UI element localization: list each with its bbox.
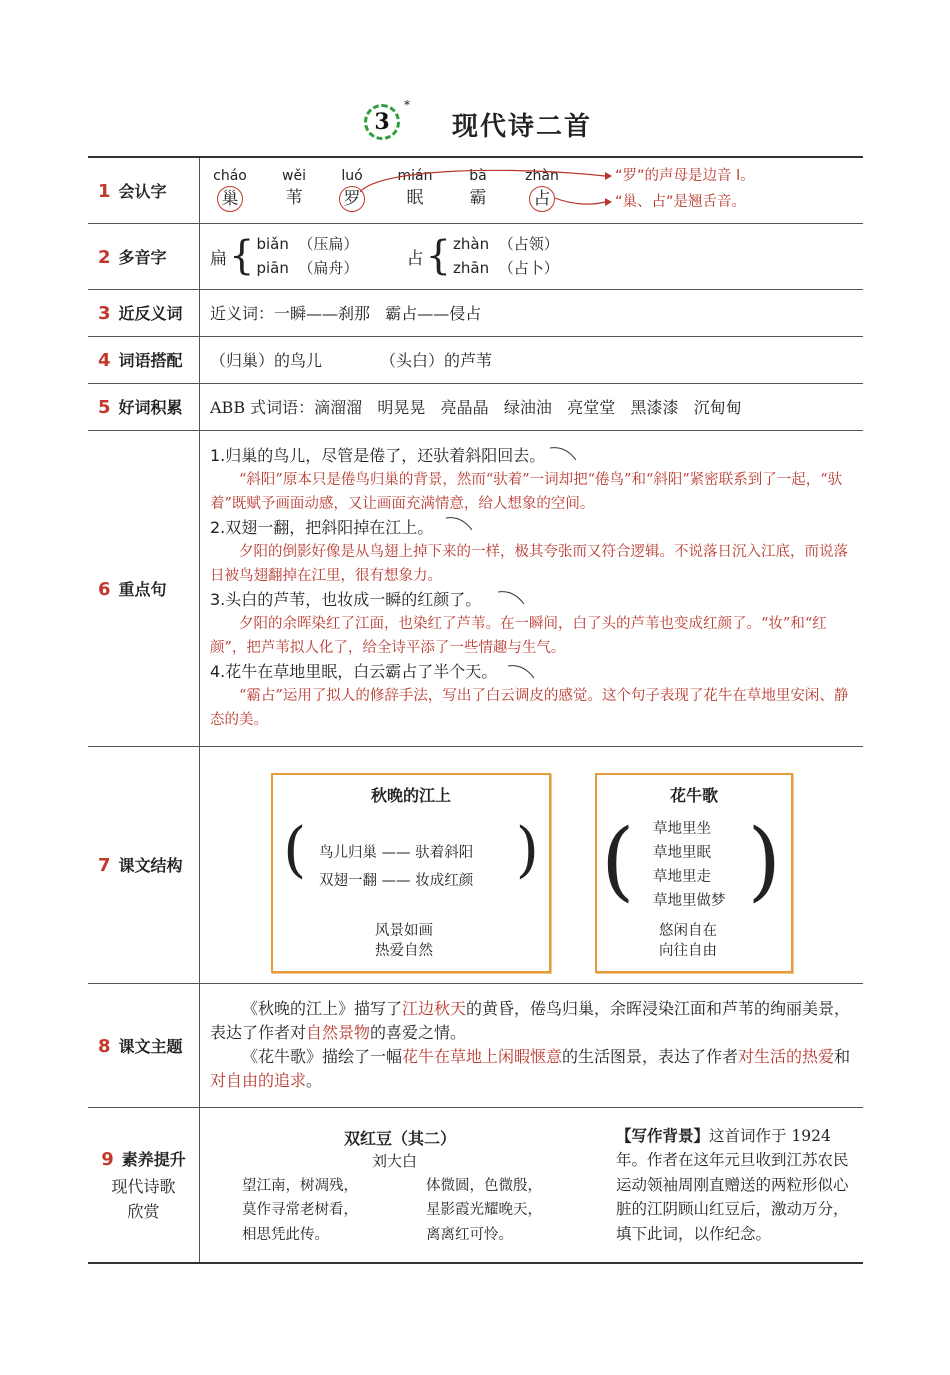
- note-luo: “罗”的声母是边音 l。: [615, 168, 755, 185]
- poem-right-lines: 体微圆，色微殷， 星影霞光耀晚天， 离离红可怜。: [426, 1177, 542, 1243]
- collocation-item: （归巢）的鸟儿: [210, 351, 323, 370]
- synonyms-text: 近义词：一瞬——刹那 霸占——侵占: [200, 289, 864, 336]
- row-polyphones: 2 多音字 扁 { biǎn （压扁） piān （扁舟） 占 { zhàn （占领） zhān （占卜）: [88, 223, 863, 289]
- key-sentence: 2.双翅一翻，把斜阳掉在江上。 夕阳的倒影好像是从鸟翅上掉下来的一样，极其夸张而又符合逻辑。不说落日沉入江底，而说落日被鸟翅翻掉在江里，很有想象力。: [210, 518, 848, 584]
- char-item: wěi 苇: [282, 168, 306, 209]
- key-sentence: 4.花牛在草地里眠，白云霸占了半个天。 “霸占”运用了拟人的修辞手法，写出了白云调皮的感觉。这个句子表现了花牛在草地里安闲、静态的美。: [210, 662, 849, 728]
- structure-box-left: 秋晚的江上 ( ) 鸟儿归巢 —— 驮着斜阳 双翅一翻 —— 妆成红颜 风景如画 热爱自然: [271, 773, 551, 973]
- annotation-arrows: [210, 158, 873, 222]
- row-structure: 7 课文结构 秋晚的江上 ( ) 鸟儿归巢 —— 驮着斜阳 双翅一翻 —— 妆成红颜 风景如画 热爱自然 花牛歌 ( ) 草地里坐 草地里眠 草地里走 草地里做梦 悠闲自在 向往自由: [88, 746, 863, 983]
- row-good-words: 5 好词积累 ABB 式词语：滴溜溜 明晃晃 亮晶晶 绿油油 亮堂堂 黑漆漆 沉甸甸: [88, 383, 863, 430]
- key-sentence: 1.归巢的鸟儿，尽管是倦了，还驮着斜阳回去。 “斜阳”原本只是倦鸟归巢的背景，然而“驮着”一词却把“倦鸟”和“斜阳”紧密联系到了一起，“驮着”既赋予画面动感，又让画面充满情意，给人想象的空间。: [210, 446, 843, 512]
- row-key-sentences: 6 重点句 1.归巢的鸟儿，尽管是倦了，还驮着斜阳回去。 “斜阳”原本只是倦鸟归巢的背景，然而“驮着”一词却把“倦鸟”和“斜阳”紧密联系到了一起，“驮着”既赋予画面动感，又让画面充满情意，给人想象的空间。 2.双翅一翻，把斜阳掉在江上。 夕阳的倒影好像是从鸟翅上掉下来的一样，极其夸张而又符合逻辑。不说落日沉入江底，而说落日被鸟翅翻掉在江里，很有想象力。 3.头白的芦苇，也妆成一瞬的红颜了。 夕阳的余晖染红了江面，也染红了芦苇。在一瞬间，白了头的芦苇也变成红颜了。“妆”和“红颜”，把芦苇拟人化了，给全诗平添了一些情趣与生气。 4.花牛在草地里眠，白云霸占了半个天。 “霸占”运用了拟人的修辞手法，写出了白云调皮的感觉。这个句子表现了花牛在草地里安闲、静态的美。: [88, 430, 863, 746]
- writing-background: 【写作背景】这首词作于 1924 年。作者在这年元旦收到江苏农民运动领袖周刚直赠送的两粒形似心脏的江阴顾山红豆后，激动万分，填下此词，以作纪念。: [616, 1126, 849, 1243]
- row-recognize-chars: 1 会认字 cháo 巢 wěi 苇 luó 罗 mián 眠 bà 霸 zhàn 占 “罗”的声母是边音 l。 “巢、占”是翘舌音。: [88, 157, 863, 223]
- collocation-item: （头白）的芦苇: [380, 351, 493, 370]
- char-item: luó 罗: [332, 168, 372, 212]
- polyphone-bian: 扁 { biǎn （压扁） piān （扁舟）: [210, 233, 359, 279]
- asterisk-mark: *: [404, 98, 410, 112]
- char-item: mián 眠: [397, 168, 433, 209]
- good-words-text: ABB 式词语：滴溜溜 明晃晃 亮晶晶 绿油油 亮堂堂 黑漆漆 沉甸甸: [200, 383, 864, 430]
- polyphone-zhan: 占 { zhàn （占领） zhān （占卜）: [406, 233, 559, 279]
- poem-left-lines: 望江南，树凋残， 莫作寻常老树看， 相思凭此传。: [242, 1177, 358, 1243]
- theme-paragraph-2: 《花牛歌》描绘了一幅花牛在草地上闲暇惬意的生活图景，表达了作者对生活的热爱和对自由的追求。: [210, 1047, 851, 1090]
- lesson-number-badge: 3 *: [364, 104, 404, 144]
- poem-title: 双红豆（其二）: [344, 1128, 457, 1148]
- char-item: bà 霸: [469, 168, 487, 209]
- char-list: [210, 158, 863, 222]
- row-collocations: 4 词语搭配 （归巢）的鸟儿 （头白）的芦苇: [88, 336, 863, 383]
- row-synonyms: 3 近反义词 近义词：一瞬——刹那 霸占——侵占: [88, 289, 863, 336]
- row-theme: 8 课文主题 《秋晚的江上》描写了江边秋天的黄昏，倦鸟归巢，余晖浸染江面和芦苇的绚丽美景，表达了作者对自然景物的喜爱之情。 《花牛歌》描绘了一幅花牛在草地上闲暇惬意的生活图景，表达了作者对生活的热爱和对自由的追求。: [88, 983, 863, 1107]
- lesson-header: [0, 96, 950, 152]
- structure-box-right: 花牛歌 ( ) 草地里坐 草地里眠 草地里走 草地里做梦 悠闲自在 向往自由: [595, 773, 793, 973]
- note-chao-zhan: “巢、占”是翘舌音。: [615, 194, 747, 211]
- poem-author: 刘大白: [372, 1151, 418, 1170]
- study-table: [88, 156, 863, 1264]
- theme-paragraph-1: 《秋晚的江上》描写了江边秋天的黄昏，倦鸟归巢，余晖浸染江面和芦苇的绚丽美景，表达了作者对自然景物的喜爱之情。: [210, 999, 851, 1042]
- char-item: cháo 巢: [210, 168, 250, 212]
- row-appreciation: 9 素养提升 现代诗歌 欣赏 双红豆（其二） 刘大白 望江南，树凋残， 莫作寻常老树看， 相思凭此传。 体微圆，色微殷， 星影霞光耀晚天， 离离红可怜。 【写作背景】这首词作于 1924 年。作者在这年元旦收到江苏农民运动领袖周刚直赠送的两粒形似心脏的江阴顾山红豆后，激动万分，填下此词，以作纪念。: [88, 1107, 863, 1263]
- key-sentence: 3.头白的芦苇，也妆成一瞬的红颜了。 夕阳的余晖染红了江面，也染红了芦苇。在一瞬间，白了头的芦苇也变成红颜了。“妆”和“红颜”，把芦苇拟人化了，给全诗平添了一些情趣与生气。: [210, 590, 827, 656]
- char-item: zhàn 占: [522, 168, 562, 212]
- page-title: 现代诗二首: [452, 112, 593, 142]
